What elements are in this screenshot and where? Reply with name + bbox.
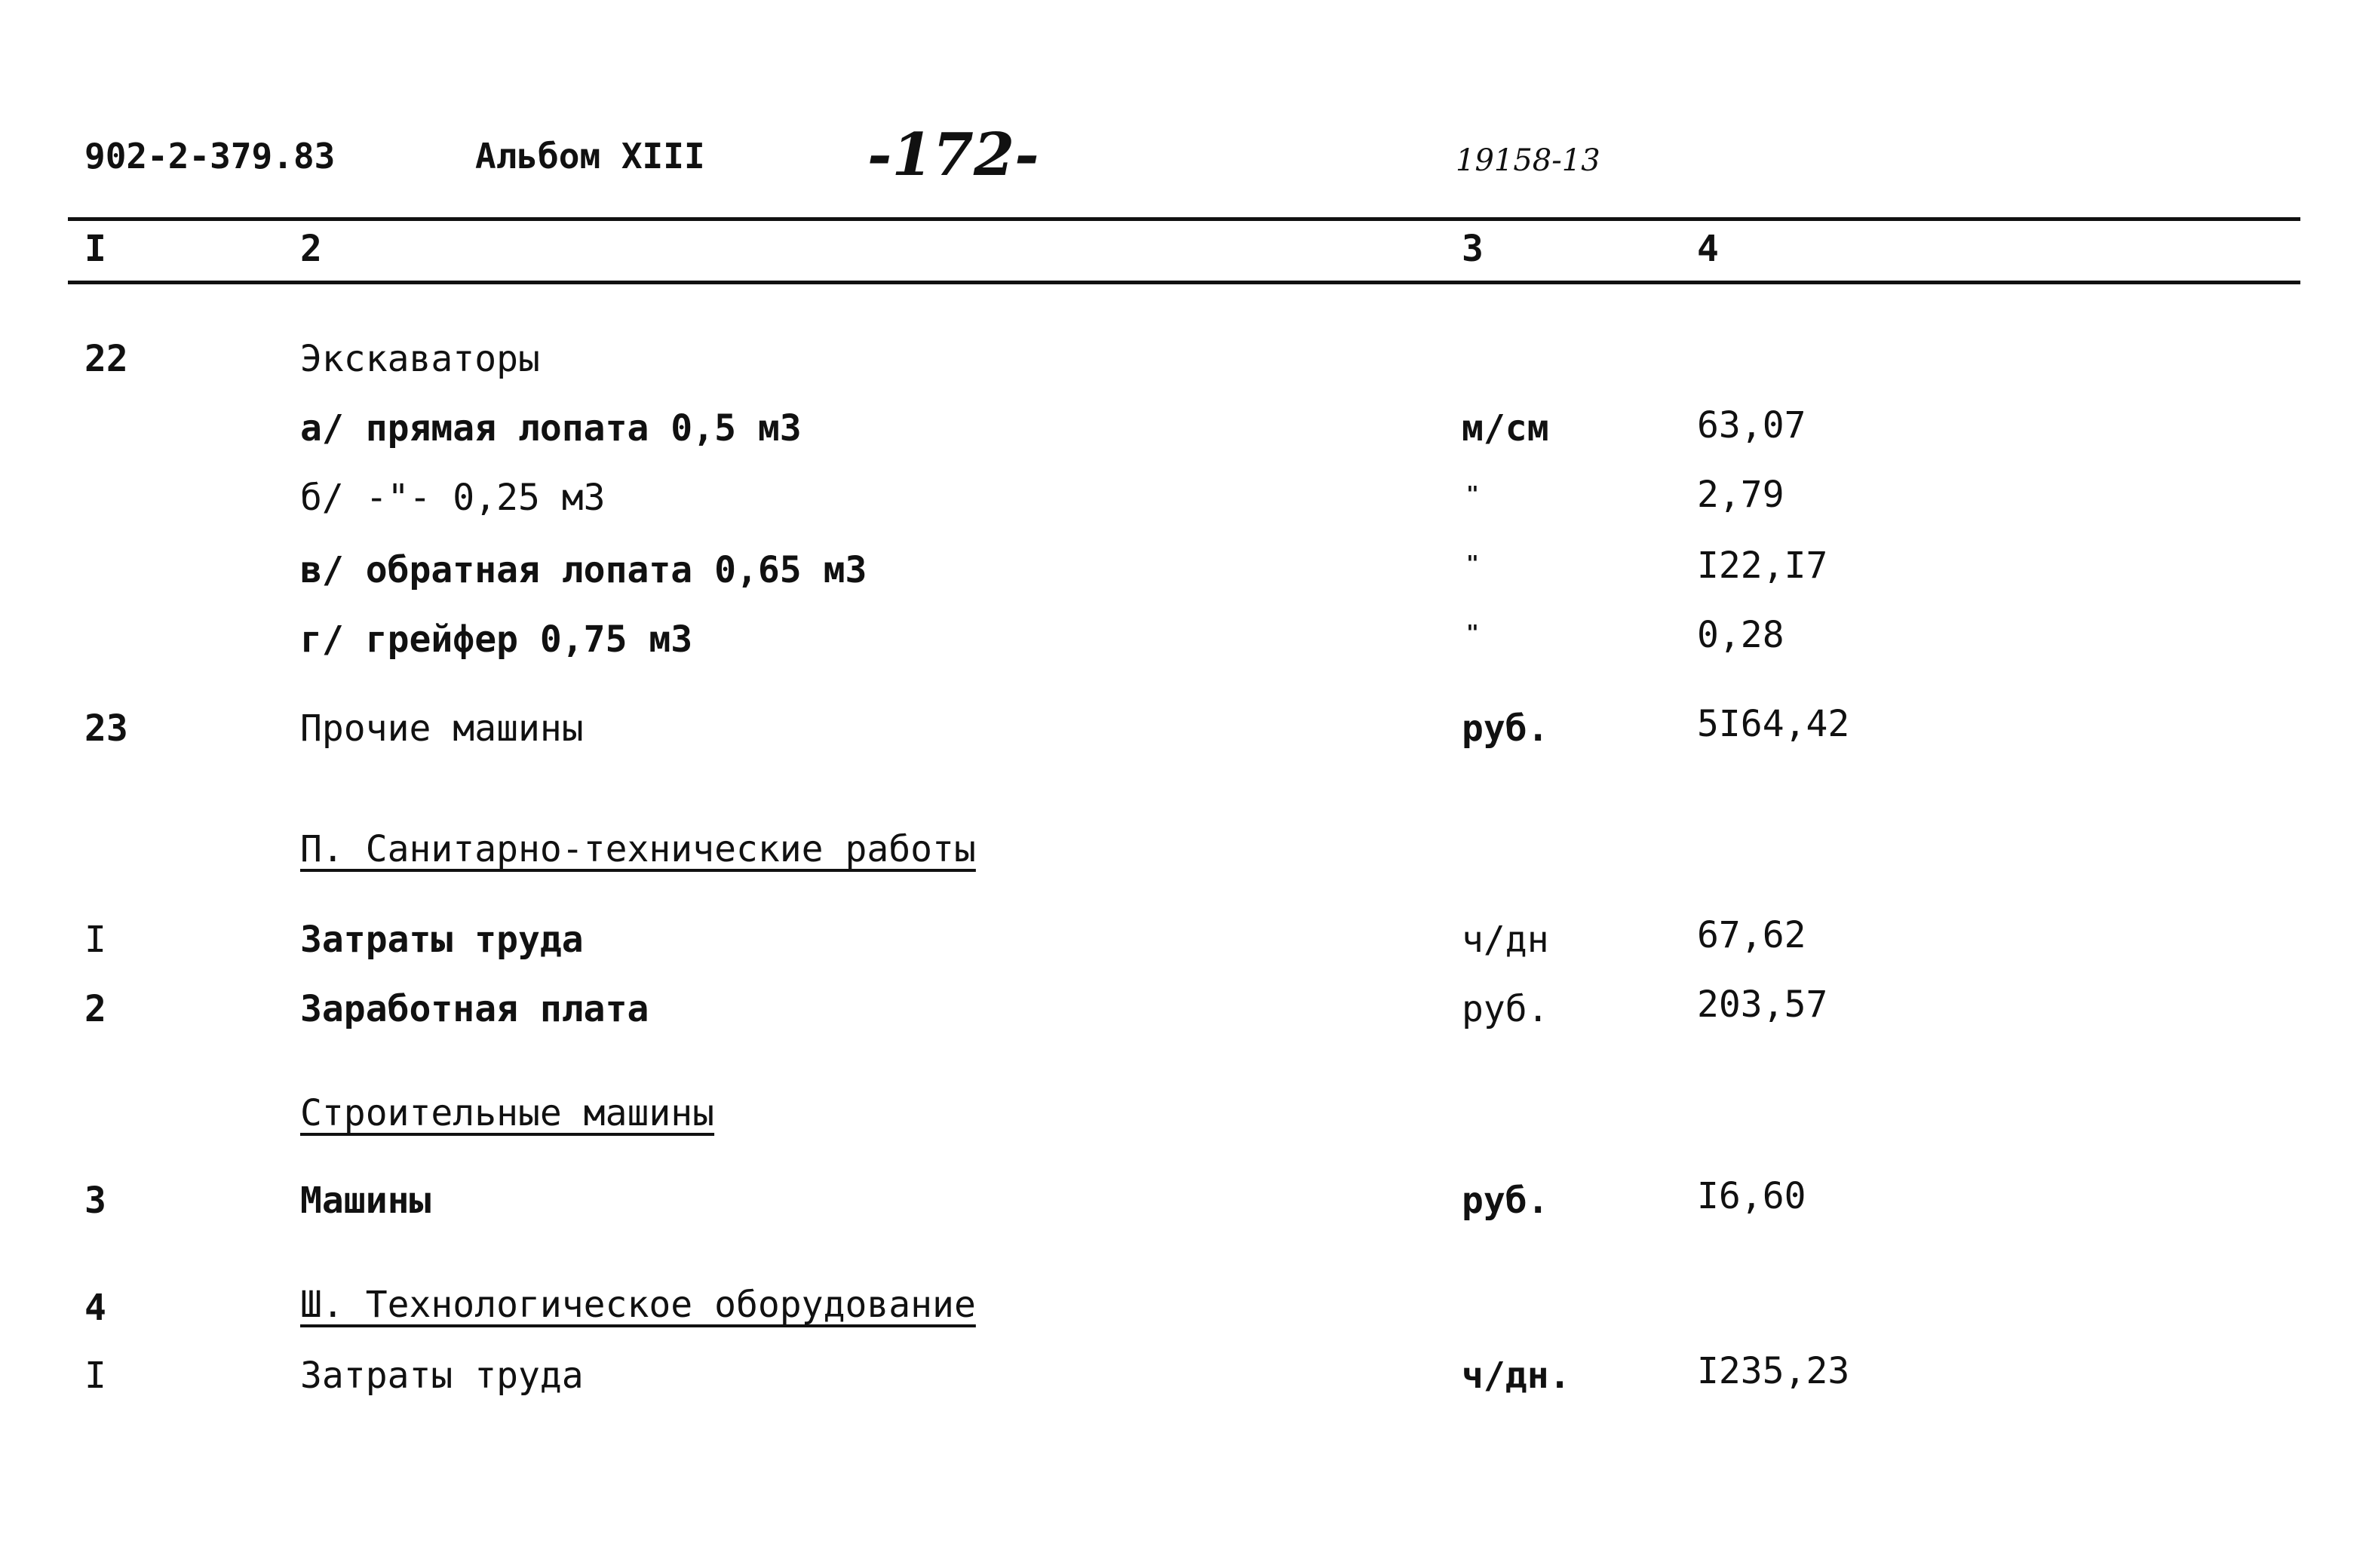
row-name: а/ прямая лопата 0,5 м3 — [300, 407, 802, 450]
row-number: I — [84, 1355, 106, 1397]
row-value: 203,57 — [1697, 983, 1828, 1026]
row-value: I22,I7 — [1697, 545, 1828, 587]
row-unit: м/см — [1462, 407, 1549, 450]
header-bottom-rule — [68, 281, 2300, 284]
row-name: г/ грейфер 0,75 м3 — [300, 618, 693, 661]
doc-number: 902-2-379.83 — [84, 136, 336, 176]
row-name: в/ обратная лопата 0,65 м3 — [300, 549, 867, 591]
row-number: 3 — [84, 1180, 106, 1222]
row-number: I — [84, 919, 106, 961]
row-unit: руб. — [1462, 1180, 1549, 1222]
row-unit: ч/дн. — [1462, 1355, 1571, 1397]
top-rule — [68, 217, 2300, 221]
row-value: 63,07 — [1697, 404, 1806, 446]
row-value: 5I64,42 — [1697, 703, 1850, 745]
row-name: Заработная плата — [300, 988, 649, 1030]
album-label: Альбом XIII — [475, 136, 705, 176]
section-heading: Ш. Технологическое оборудование — [300, 1284, 976, 1326]
row-unit: руб. — [1462, 707, 1549, 750]
row-name: Прочие машины — [300, 707, 584, 750]
row-name: Затраты труда — [300, 1355, 584, 1397]
row-value: I235,23 — [1697, 1350, 1850, 1392]
row-value: I6,60 — [1697, 1175, 1806, 1217]
column-header-2: 2 — [300, 228, 322, 270]
column-header-3: 3 — [1462, 228, 1484, 270]
ditto-mark: " — [1466, 481, 1479, 506]
column-header-4: 4 — [1697, 228, 1719, 270]
ditto-mark: " — [1466, 620, 1479, 645]
row-value: 67,62 — [1697, 914, 1806, 956]
row-name: б/ -"- 0,25 м3 — [300, 477, 606, 519]
page-number: -172- — [867, 121, 1039, 189]
row-number: 22 — [84, 338, 128, 380]
inventory-number: 19158-13 — [1456, 143, 1600, 178]
row-name: Машины — [300, 1180, 431, 1222]
row-value: 0,28 — [1697, 614, 1784, 656]
section-subheading: Строительные машины — [300, 1092, 715, 1134]
column-header-1: I — [84, 228, 106, 270]
row-value: 2,79 — [1697, 474, 1784, 516]
row-number: 4 — [84, 1287, 106, 1329]
row-name: Экскаваторы — [300, 338, 540, 380]
row-unit: руб. — [1462, 988, 1549, 1030]
row-number: 23 — [84, 707, 128, 750]
row-unit: ч/дн — [1462, 919, 1549, 961]
row-name: Затраты труда — [300, 919, 584, 961]
row-number: 2 — [84, 988, 106, 1030]
ditto-mark: " — [1466, 551, 1479, 575]
section-heading: П. Санитарно-технические работы — [300, 828, 976, 870]
